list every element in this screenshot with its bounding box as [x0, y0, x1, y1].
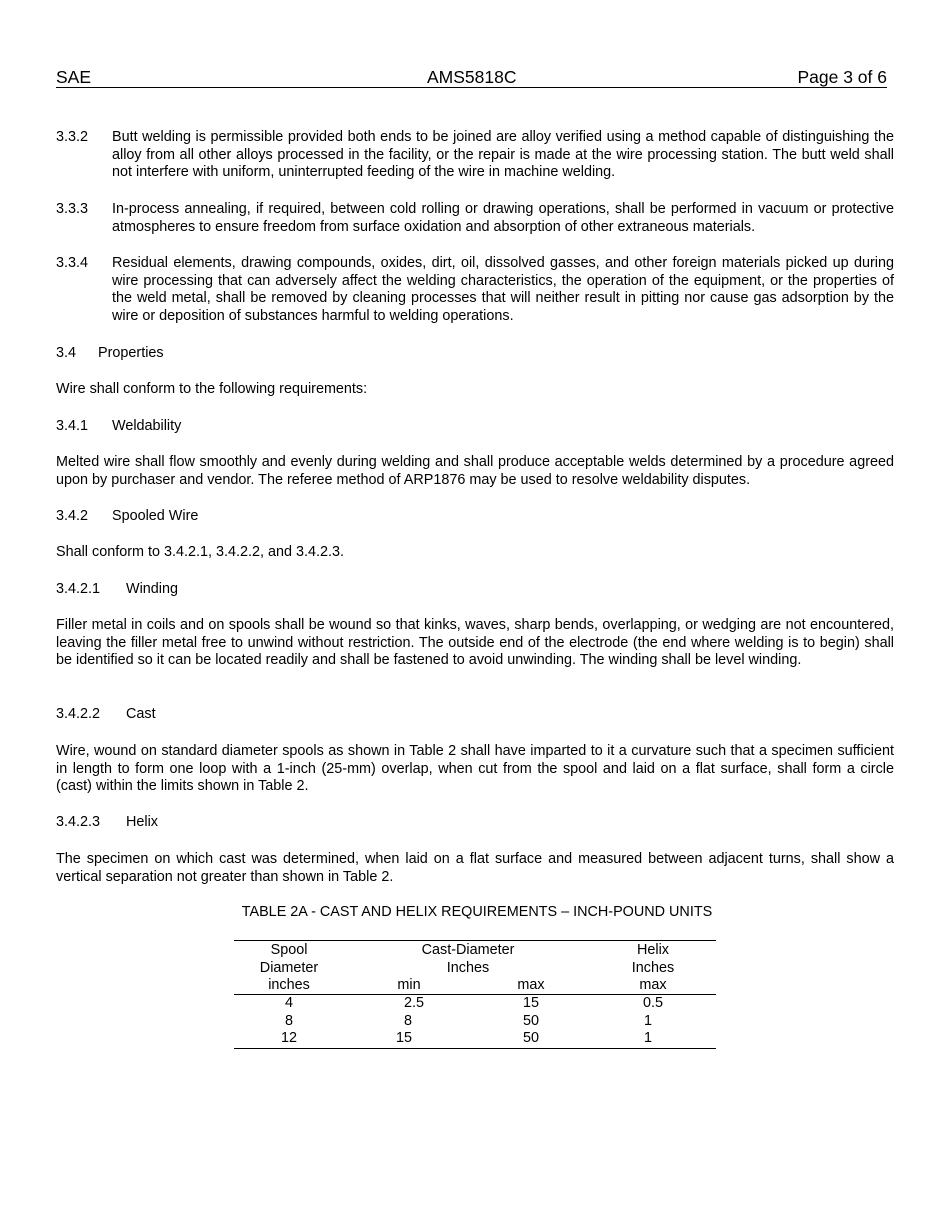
- header-doc-number: AMS5818C: [427, 67, 517, 87]
- heading-3-4-2: [56, 508, 199, 526]
- table-header: [234, 941, 716, 995]
- heading-3-4-1: [56, 418, 182, 436]
- cell-helix: 1: [643, 1012, 652, 1029]
- cast-helix-table: [234, 940, 716, 1049]
- paragraph-3-4-1: Melted wire shall flow smoothly and evenly during welding and shall produce acceptable welds determined by a procedure agreed upon by purchaser and vendor. The referee method of ARP1876 may be used to resolve weldability disputes.: [56, 454, 894, 488]
- heading-3-4-2-1: [56, 581, 178, 599]
- table-row: [234, 1030, 716, 1048]
- cell-spool: 4: [284, 995, 293, 1011]
- section-title: Properties: [98, 345, 164, 361]
- section-title: Spooled Wire: [112, 508, 199, 524]
- section-number: 3.4.2.2: [56, 706, 101, 722]
- section-number: 3.4.1: [56, 418, 89, 434]
- section-title: Weldability: [112, 418, 182, 434]
- paragraph-3-4-2: Shall conform to 3.4.2.1, 3.4.2.2, and 3.4.2.3.: [56, 544, 345, 560]
- heading-3-4-2-2: [56, 706, 156, 724]
- section-number: 3.4: [56, 345, 77, 361]
- cell-cast-max: 50: [522, 1030, 539, 1047]
- header-org: SAE: [56, 67, 92, 87]
- header-cast-diameter: Cast-Diameter Inches: [421, 942, 515, 976]
- header-spool-diameter: Spool Diameter inches: [259, 942, 319, 994]
- section-title: Helix: [126, 814, 158, 830]
- header-cast-min: min: [397, 977, 421, 994]
- paragraph-3-4-2-2: Wire, wound on standard diameter spools as shown in Table 2 shall have imparted to it a curvature such that a specimen sufficient in length to form one loop with a 1-inch (25-mm) overlap, when cut from the spool and laid on a flat surface, shall form a circle (cast) within the limits shown in Table 2.: [56, 743, 894, 795]
- table-row: [234, 1013, 716, 1031]
- section-title: Cast: [126, 706, 156, 722]
- paragraph-3-4-2-1: Filler metal in coils and on spools shall be wound so that kinks, waves, sharp bends, overlapping, or wedging are not encountered, leaving the filler metal free to unwind without restriction. The outside end of the electrode (the end where welding is to begin) shall be identified so it can be located readily and shall be fastened to avoid unwinding. The winding shall be level winding.: [56, 617, 894, 669]
- paragraph-text: In-process annealing, if required, between cold rolling or drawing operations, shall be performed in vacuum or protective atmospheres to ensure freedom from surface oxidation and absorption of other extraneous materials.: [112, 201, 894, 235]
- table-caption: TABLE 2A - CAST AND HELIX REQUIREMENTS – INCH-POUND UNITS: [241, 904, 713, 920]
- cell-spool: 8: [284, 1012, 293, 1029]
- table-row: [234, 995, 716, 1013]
- header-cast-max: max: [517, 977, 545, 994]
- paragraph-3-4-2-3: The specimen on which cast was determined, when laid on a flat surface and measured between adjacent turns, shall show a vertical separation not greater than shown in Table 2.: [56, 851, 894, 885]
- cell-cast-max: 15: [522, 995, 539, 1011]
- cell-spool: 12: [280, 1030, 297, 1047]
- section-number: 3.4.2.1: [56, 581, 101, 597]
- cell-helix: 0.5: [642, 995, 663, 1011]
- cell-helix: 1: [643, 1030, 652, 1047]
- cell-cast-max: 50: [522, 1012, 539, 1029]
- paragraph-3-3-2: [56, 129, 894, 182]
- paragraph-3-3-4: [56, 255, 894, 325]
- section-number: 3.3.3: [56, 201, 89, 217]
- section-number: 3.3.2: [56, 129, 89, 145]
- paragraph-text: Residual elements, drawing compounds, oxides, dirt, oil, dissolved gasses, and other foreign materials picked up during wire processing that can adversely affect the welding characteristics, the operation of the equipment, or the properties of the weld metal, shall be removed by cleaning processes that will neither result in pitting nor cause gas adsorption by the wire or deposition of substances harmful to welding operations.: [112, 255, 894, 324]
- paragraph-3-4: Wire shall conform to the following requirements:: [56, 381, 368, 397]
- paragraph-text: Butt welding is permissible provided both ends to be joined are alloy verified using a method capable of distinguishing the alloy from all other alloys processed in the facility, or the repair is made at the wire processing station. The butt weld shall not interfere with uniform, uninterrupted feeding of the wire in machine welding.: [112, 129, 894, 181]
- section-number: 3.3.4: [56, 255, 89, 271]
- section-number: 3.4.2: [56, 508, 89, 524]
- heading-3-4-2-3: [56, 814, 158, 832]
- heading-3-4: [56, 345, 164, 363]
- header-helix: Helix Inches max: [631, 942, 675, 994]
- cell-cast-min: 15: [395, 1030, 412, 1047]
- cell-cast-min: 2.5: [403, 995, 424, 1011]
- paragraph-3-3-3: [56, 201, 894, 236]
- cell-cast-min: 8: [403, 1012, 412, 1029]
- page-header: [56, 67, 887, 88]
- section-title: Winding: [126, 581, 178, 597]
- header-page-number: Page 3 of 6: [797, 67, 887, 87]
- section-number: 3.4.2.3: [56, 814, 101, 830]
